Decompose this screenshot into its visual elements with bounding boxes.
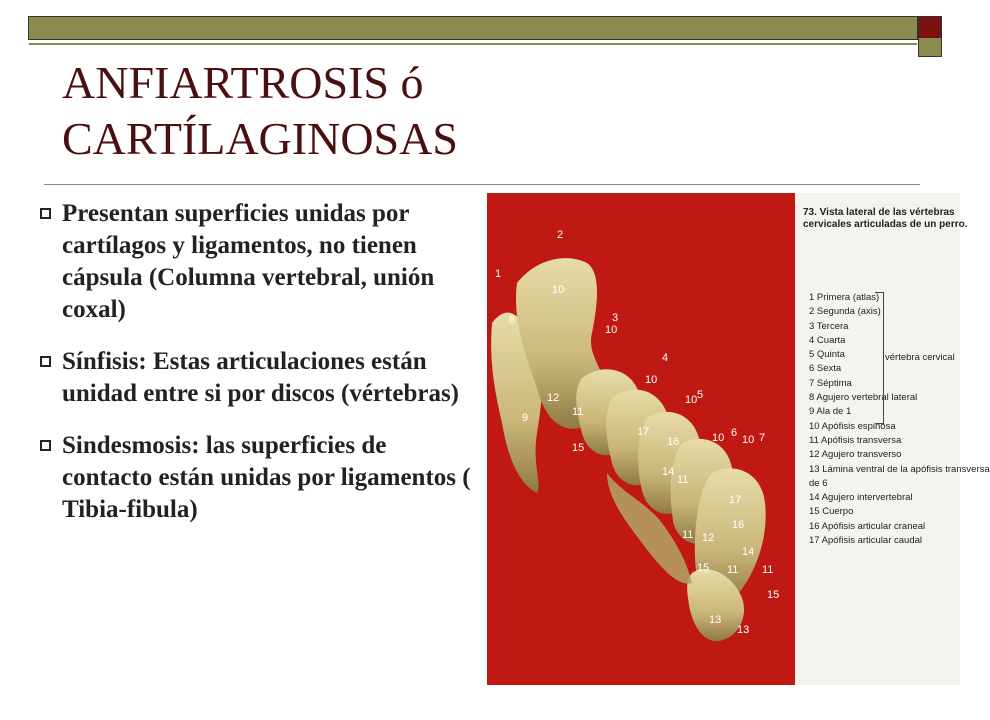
square-bullet-icon xyxy=(40,440,51,451)
vertebra-number-label: 11 xyxy=(682,529,694,541)
corner-accent-lower xyxy=(918,38,942,57)
legend-item: 10 Apófisis espinosa xyxy=(809,420,896,432)
legend-bracket xyxy=(875,292,884,424)
cervical-vertebrae-illustration xyxy=(487,193,795,685)
legend-item: 1 Primera (atlas) xyxy=(809,292,880,303)
bullet-text: Sindesmosis: las superficies de contacto están unidas por ligamentos ( Tibia-fibula) xyxy=(62,432,471,523)
title-line-1: ANFIARTROSIS ó xyxy=(62,57,424,108)
vertebra-number-label: 10 xyxy=(685,394,698,406)
vertebrae-photo xyxy=(487,193,990,685)
vertebra-number-label: 2 xyxy=(557,229,564,241)
legend-item: 7 Séptima xyxy=(809,377,852,389)
bullet-item xyxy=(32,198,472,326)
bullet-item xyxy=(32,430,472,526)
legend-item: 14 Agujero intervertebral xyxy=(809,492,913,504)
vertebra-number-label: 10 xyxy=(645,374,658,386)
title-line-2: CARTÍLAGINOSAS xyxy=(62,113,458,164)
vertebra-number-label: 11 xyxy=(762,564,774,576)
vertebra-number-label: 6 xyxy=(731,427,738,439)
vertebra-number-label: 16 xyxy=(667,436,680,448)
vertebra-number-label: 10 xyxy=(712,432,725,444)
vertebra-number-label: 15 xyxy=(697,562,710,574)
corner-accent-square xyxy=(918,16,942,40)
vertebra-number-label: 10 xyxy=(552,284,565,296)
vertebra-number-label: 1 xyxy=(495,268,502,280)
legend-item: 13 Lámina ventral de la apófisis transversa xyxy=(809,463,990,475)
caption-line-1: 73. Vista lateral de las vértebras xyxy=(803,207,955,218)
vertebra-number-label: 11 xyxy=(727,564,739,576)
legend-item: 16 Apófisis articular craneal xyxy=(809,520,926,532)
title-divider xyxy=(44,184,920,185)
figure-legend-list xyxy=(809,291,990,548)
legend-item: 11 Apófisis transversa xyxy=(809,434,902,446)
vertebra-number-label: 12 xyxy=(702,532,715,544)
slide-title xyxy=(62,55,862,167)
vertebra-number-label: 11 xyxy=(572,406,584,418)
vertebra-number-label: 15 xyxy=(572,442,585,454)
vertebra-number-label: 9 xyxy=(522,412,529,424)
vertebra-number-label: 10 xyxy=(742,434,755,446)
legend-item: 12 Agujero transverso xyxy=(809,449,902,461)
legend-item: 5 Quinta xyxy=(809,349,845,361)
vertebra-number-label: 13 xyxy=(737,624,750,636)
legend-item: 4 Cuarta xyxy=(809,334,846,346)
vertebra-number-label: 3 xyxy=(612,312,619,324)
vertebra-number-label: 8 xyxy=(509,314,516,326)
vertebra-number-label: 12 xyxy=(547,392,560,404)
bullet-text: Sínfisis: Estas articulaciones están unidad entre si por discos (vértebras) xyxy=(62,348,459,407)
legend-item: 6 Sexta xyxy=(809,363,842,375)
legend-item: 8 Agujero vertebral lateral xyxy=(809,392,918,404)
vertebra-number-label: 16 xyxy=(732,519,745,531)
figure-caption xyxy=(803,207,968,231)
square-bullet-icon xyxy=(40,208,51,219)
vertebra-number-label: 14 xyxy=(742,546,755,558)
bracket-label: vértebra cervical xyxy=(885,352,955,363)
legend-item: 3 Tercera xyxy=(809,320,849,332)
legend-item: 15 Cuerpo xyxy=(809,506,854,518)
legend-item: de 6 xyxy=(809,477,828,489)
legend-item: 2 Segunda (axis) xyxy=(809,306,881,318)
vertebra-number-label: 17 xyxy=(729,494,742,506)
square-bullet-icon xyxy=(40,356,51,367)
bullet-list xyxy=(32,198,472,546)
bullet-item xyxy=(32,346,472,410)
vertebra-number-label: 13 xyxy=(709,614,722,626)
vertebra-number-label: 15 xyxy=(767,589,780,601)
vertebra-number-label: 11 xyxy=(677,474,689,486)
legend-item: 17 Apófisis articular caudal xyxy=(809,535,923,547)
caption-line-2: cervicales articuladas de un perro. xyxy=(803,219,968,230)
vertebra-number-label: 4 xyxy=(662,352,669,364)
bullet-text: Presentan superficies unidas por cartílagos y ligamentos, no tienen cápsula (Columna vertebral, unión coxal) xyxy=(62,200,435,323)
vertebra-number-label: 14 xyxy=(662,466,675,478)
vertebra-number-label: 17 xyxy=(637,426,650,438)
legend-item: 9 Ala de 1 xyxy=(809,406,852,418)
top-decorative-bar xyxy=(28,16,918,40)
vertebra-number-label: 7 xyxy=(759,432,766,444)
vertebra-number-label: 10 xyxy=(605,324,618,336)
vertebra-number-label: 5 xyxy=(697,389,704,401)
